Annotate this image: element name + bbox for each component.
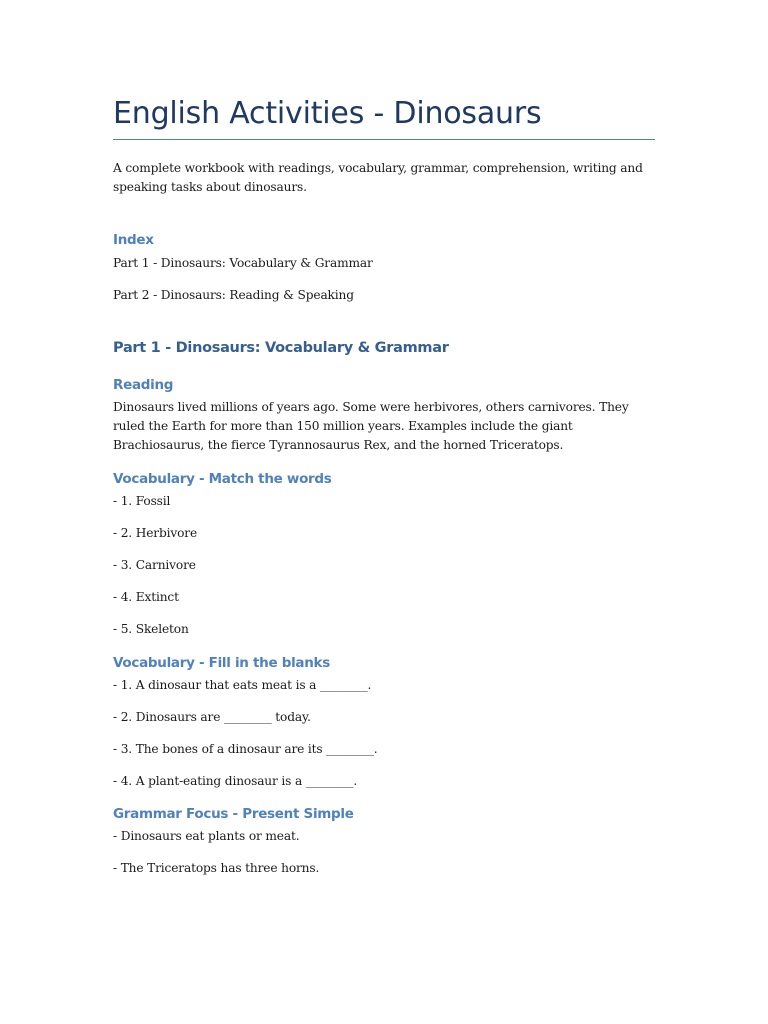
match-item-3: - 3. Carnivore	[113, 558, 196, 572]
match-words-heading: Vocabulary - Match the words	[113, 471, 332, 487]
index-item-part-2: Part 2 - Dinosaurs: Reading & Speaking	[113, 288, 354, 302]
intro-paragraph: A complete workbook with readings, vocabulary, grammar, comprehension, writing and speaking tasks about dinosaurs.	[113, 161, 643, 194]
reading-paragraph: Dinosaurs lived millions of years ago. Some were herbivores, others carnivores. They ruled the Earth for more than 150 million years. Examples include the giant Brachiosaurus, the fierce Tyrannosaurus Rex, and the horned Triceratops.	[113, 400, 629, 452]
fill-item-4: - 4. A plant-eating dinosaur is a ________.	[113, 774, 358, 788]
fill-item-1: - 1. A dinosaur that eats meat is a ________.	[113, 678, 372, 692]
title-underline	[113, 139, 655, 140]
document-title: English Activities - Dinosaurs	[113, 96, 542, 131]
reading-heading: Reading	[113, 377, 174, 393]
index-item-part-1: Part 1 - Dinosaurs: Vocabulary & Grammar	[113, 256, 373, 270]
match-item-4: - 4. Extinct	[113, 590, 179, 604]
grammar-heading: Grammar Focus - Present Simple	[113, 806, 354, 822]
match-item-5: - 5. Skeleton	[113, 622, 189, 636]
grammar-example-1: - Dinosaurs eat plants or meat.	[113, 829, 300, 843]
fill-item-2: - 2. Dinosaurs are ________ today.	[113, 710, 311, 724]
part-1-heading: Part 1 - Dinosaurs: Vocabulary & Grammar	[113, 340, 449, 356]
index-heading: Index	[113, 232, 154, 248]
fill-blanks-heading: Vocabulary - Fill in the blanks	[113, 655, 330, 671]
match-item-2: - 2. Herbivore	[113, 526, 198, 540]
match-item-1: - 1. Fossil	[113, 494, 171, 508]
fill-item-3: - 3. The bones of a dinosaur are its ________.	[113, 742, 378, 756]
grammar-example-2: - The Triceratops has three horns.	[113, 861, 320, 875]
